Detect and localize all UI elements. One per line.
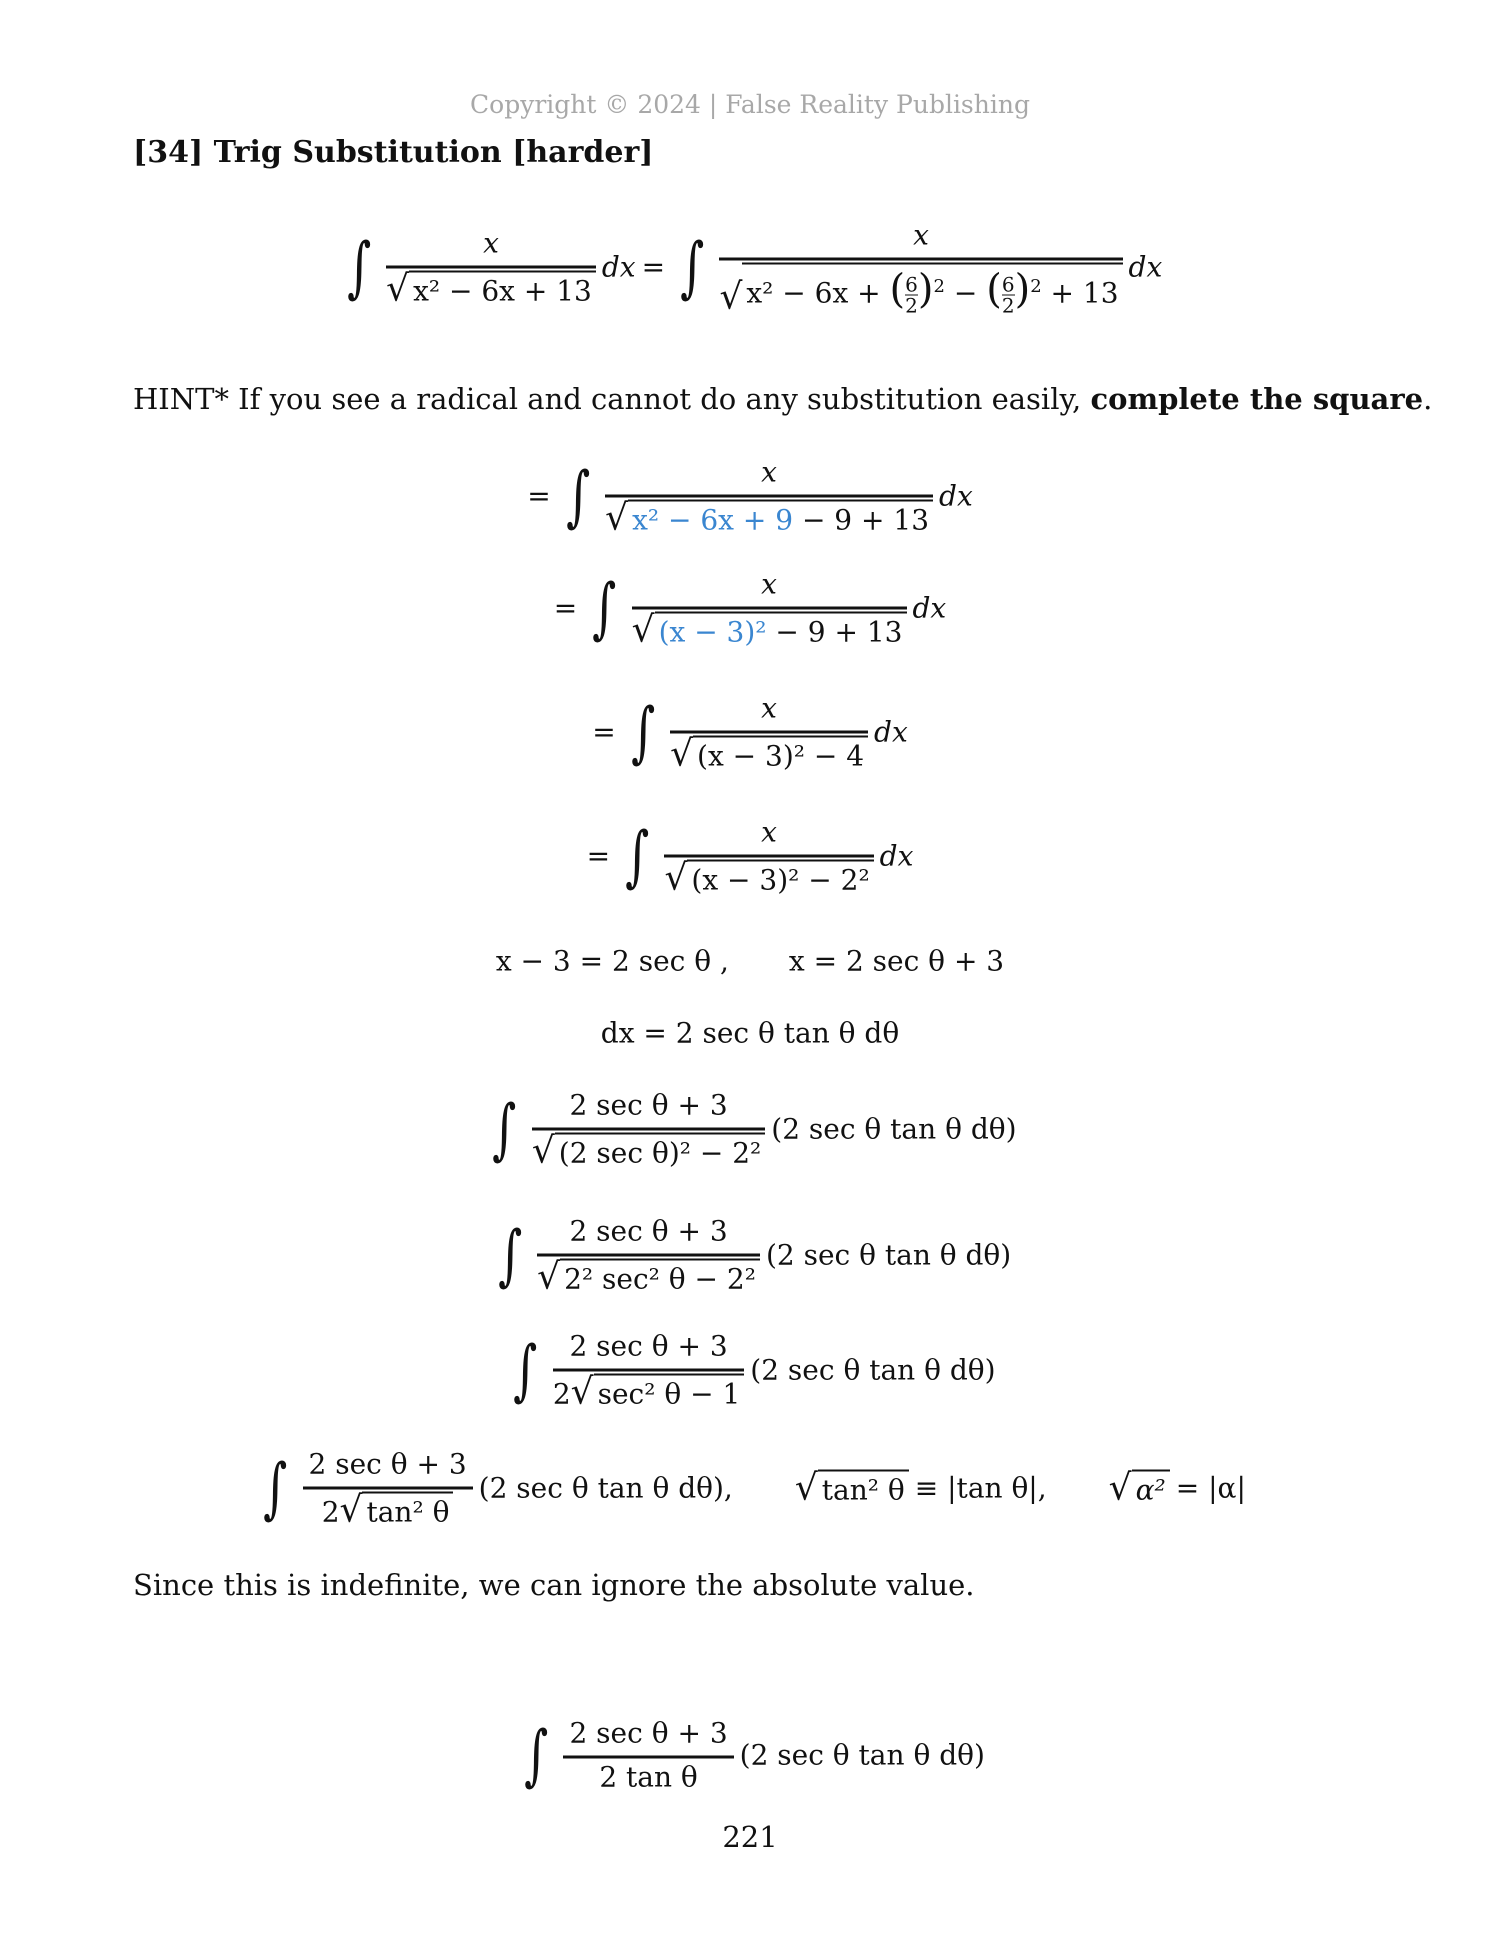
denominator-part: x² − 6x + — [746, 276, 881, 310]
frac-num: 6 — [905, 272, 918, 297]
coefficient: 2 — [321, 1495, 340, 1529]
equals: = — [586, 839, 611, 873]
denominator: (2 sec θ)² − 2² — [555, 1133, 765, 1170]
dx: dx — [1128, 250, 1163, 284]
integral-sign: ∫ — [680, 228, 705, 305]
equation-3 — [0, 568, 1500, 649]
numerator: 2 sec θ + 3 — [537, 1215, 760, 1257]
denominator: 2 tan θ — [599, 1760, 698, 1794]
alpha-result: = |α| — [1175, 1471, 1246, 1505]
radical: √ (2 sec θ)² − 2² — [532, 1133, 765, 1170]
integral-sign: ∫ — [630, 693, 655, 770]
hint-emphasis: complete the square — [1090, 382, 1424, 416]
identity-radicand: tan² θ — [818, 1470, 909, 1507]
identity-result: ≡ |tan θ|, — [914, 1471, 1047, 1505]
numerator: 2 sec θ + 3 — [303, 1448, 473, 1490]
differential-factor: (2 sec θ tan θ dθ) — [771, 1112, 1017, 1146]
dx: dx — [912, 591, 947, 625]
numerator: 2 sec θ + 3 — [563, 1717, 733, 1759]
equation-5 — [0, 816, 1500, 897]
hint-suffix: . — [1423, 382, 1433, 416]
frac-den: 2 — [1001, 293, 1015, 318]
denominator: sec² θ − 1 — [594, 1374, 745, 1411]
integral-sign: ∫ — [263, 1449, 288, 1526]
denominator-part: − 9 + 13 — [766, 615, 903, 649]
radical: √ (x − 3)² − 9 + 13 — [632, 612, 907, 649]
minus: − — [953, 276, 978, 310]
denominator: (x − 3)² − 2² — [687, 860, 873, 897]
equals: = — [592, 715, 616, 749]
integral-sign: ∫ — [513, 1331, 538, 1408]
radical: √ tan² θ — [795, 1470, 909, 1507]
dx: dx — [939, 479, 973, 513]
radical: √ tan² θ — [340, 1492, 454, 1529]
differential-line: dx = 2 sec θ tan θ dθ — [600, 1016, 900, 1050]
radical: √ x² − 6x + 13 — [386, 271, 596, 308]
equals: = — [641, 250, 666, 284]
radical: √ 2² sec² θ − 2² — [537, 1259, 760, 1296]
differential-factor: (2 sec θ tan θ dθ) — [739, 1738, 985, 1772]
differential-factor: (2 sec θ tan θ dθ), — [478, 1471, 733, 1505]
numerator: 2 sec θ + 3 — [553, 1330, 744, 1372]
equation-9 — [0, 1448, 1500, 1529]
highlighted-term: x² − 6x + 9 — [632, 503, 794, 537]
equation-2 — [0, 456, 1500, 537]
differential-factor: (2 sec θ tan θ dθ) — [765, 1238, 1012, 1272]
equation-8 — [0, 1330, 1500, 1411]
integral-sign: ∫ — [497, 1216, 522, 1293]
denominator: tan² θ — [362, 1492, 453, 1529]
numerator: 2 sec θ + 3 — [532, 1089, 765, 1131]
numerator: x — [386, 227, 596, 269]
radical: √ sec² θ − 1 — [571, 1374, 745, 1411]
radical: √ (x − 3)² − 2² — [664, 860, 873, 897]
radical: √ x² − 6x + 9 − 9 + 13 — [605, 500, 933, 537]
equals: = — [527, 479, 551, 513]
equation-10 — [0, 1717, 1500, 1794]
denominator: x² − 6x + 13 — [409, 271, 596, 308]
exponent: 2 — [933, 276, 945, 298]
dx: dx — [874, 715, 908, 749]
equation-4 — [0, 692, 1500, 773]
numerator: x — [670, 692, 868, 734]
copyright-header: Copyright © 2024 | False Reality Publishing — [470, 90, 1030, 119]
denominator-part: + 13 — [1050, 276, 1119, 310]
numerator: x — [605, 456, 933, 498]
dx: dx — [601, 250, 636, 284]
integral-sign: ∫ — [625, 817, 650, 894]
numerator: x — [719, 219, 1122, 261]
hint-text — [133, 382, 1432, 416]
section-title: [34] Trig Substitution [harder] — [133, 135, 654, 170]
radical: √ x² − 6x + ( $\frac{6}{2}$ )$^2$ − ( $\frac{6}{2}$ )$^2$ + 13 — [719, 263, 1122, 316]
equation-1 — [0, 219, 1500, 316]
integral-sign: ∫ — [492, 1090, 517, 1167]
substitution-left: x − 3 = 2 sec θ , — [495, 944, 729, 978]
frac-num: 6 — [1001, 272, 1015, 297]
substitution-line — [0, 945, 1500, 978]
denominator-part: − 9 + 13 — [793, 503, 930, 537]
radical: √ (x − 3)² − 4 — [670, 736, 868, 773]
numerator: x — [632, 568, 907, 610]
frac-den: 2 — [905, 293, 918, 318]
alpha-radicand: α² — [1132, 1470, 1170, 1507]
coefficient: 2 — [552, 1377, 571, 1411]
denominator: (x − 3)² − 4 — [693, 736, 868, 773]
integral-sign: ∫ — [524, 1716, 549, 1793]
hint-prefix: HINT* If you see a radical and cannot do any substitution easily, — [133, 382, 1091, 416]
radical: √ α² — [1109, 1470, 1170, 1507]
integral-sign: ∫ — [346, 228, 371, 305]
dx: dx — [879, 839, 914, 873]
equation-7 — [0, 1215, 1500, 1296]
integral-sign: ∫ — [565, 457, 590, 534]
substitution-right: x = 2 sec θ + 3 — [788, 944, 1005, 978]
equation-6 — [0, 1089, 1500, 1170]
note-text: Since this is indefinite, we can ignore the absolute value. — [133, 1568, 975, 1602]
exponent: 2 — [1030, 276, 1042, 298]
page-number: 221 — [722, 1820, 778, 1854]
highlighted-term: (x − 3)² — [658, 615, 767, 649]
differential-factor: (2 sec θ tan θ dθ) — [750, 1353, 996, 1387]
numerator: x — [664, 816, 873, 858]
denominator: 2² sec² θ − 2² — [560, 1259, 760, 1296]
equals: = — [553, 591, 578, 625]
integral-sign: ∫ — [592, 569, 617, 646]
